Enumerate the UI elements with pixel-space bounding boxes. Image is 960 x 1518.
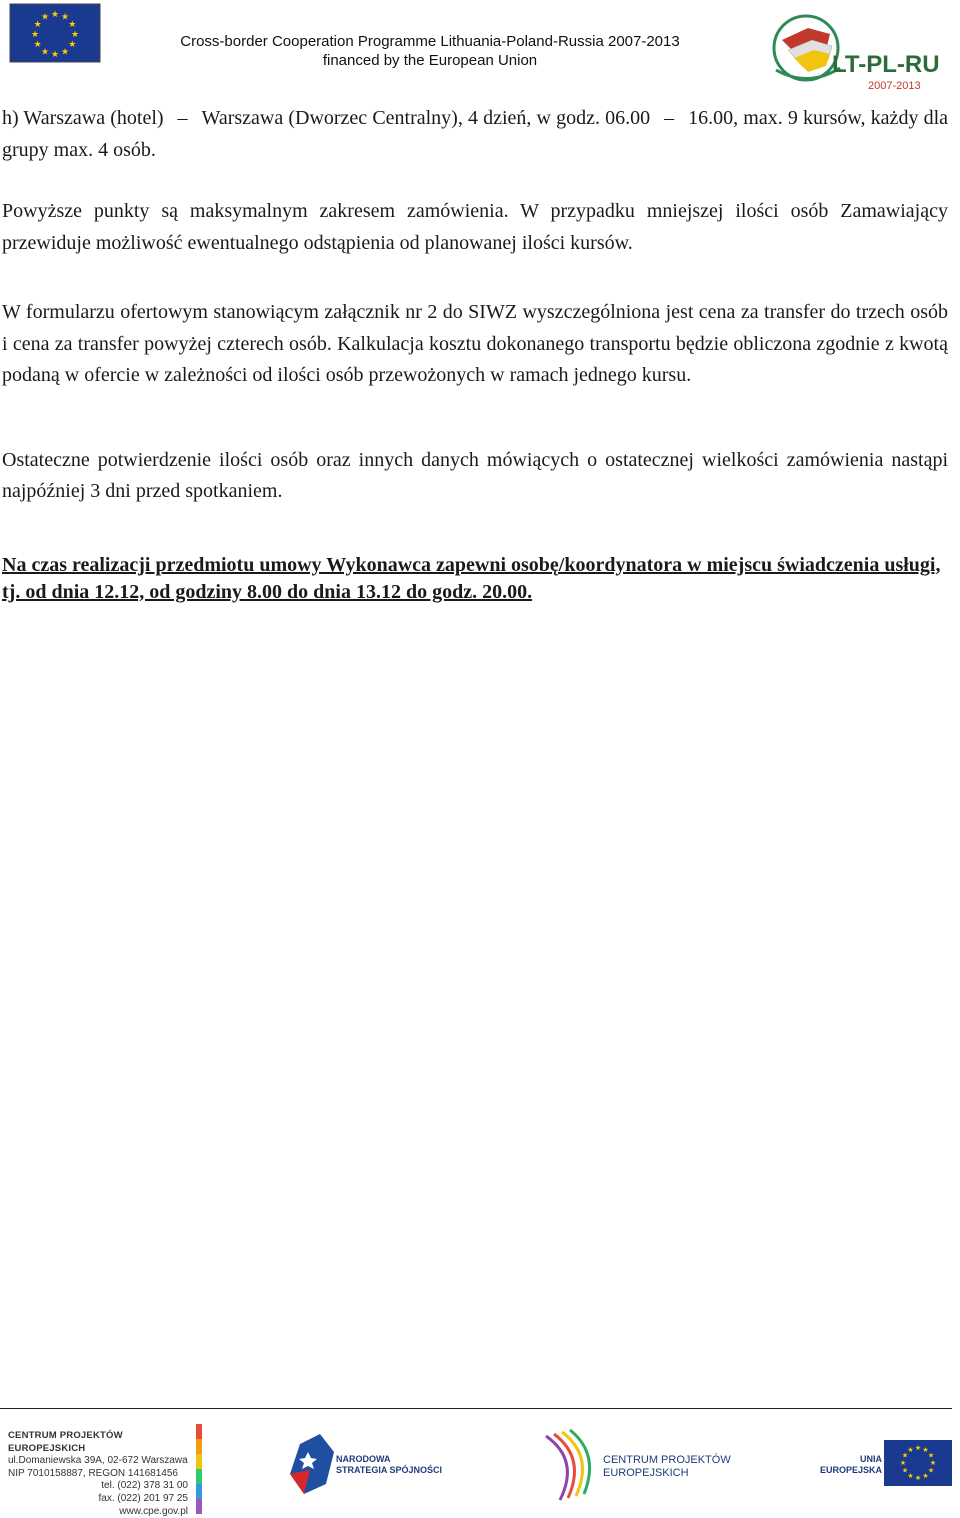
paragraph-confirmation: Ostateczne potwierdzenie ilości osób oraz innych danych mówiących o ostatecznej wielkości zamówienia nastąpi najpóźniej 3 dni przed spotkaniem. [2,448,948,502]
svg-text:★: ★ [68,20,77,30]
svg-text:★: ★ [40,47,50,58]
svg-text:★: ★ [914,1474,922,1482]
svg-text:★: ★ [914,1444,922,1452]
footer-divider [0,1408,952,1409]
svg-text:★: ★ [50,50,60,60]
paragraph-scope: Powyższe punkty są maksymalnym zakresem zamówienia. W przypadku mniejszej ilości osób Zamawiający przewiduje możliwość ewentualnego odstąpienia od planowanej ilości kursów. [2,200,948,254]
svg-text:★: ★ [33,20,42,30]
svg-text:★: ★ [68,40,77,50]
page-header [0,0,960,95]
cpe-title: CENTRUM PROJEKTÓW EUROPEJSKICH [8,1430,123,1454]
svg-text:★: ★ [929,1459,937,1467]
svg-text:★: ★ [907,1472,914,1480]
svg-text:★: ★ [922,1472,929,1480]
nss-logo-icon [290,1434,334,1496]
svg-text:★: ★ [50,10,60,20]
paragraph-coordinator: Na czas realizacji przedmiotu umowy Wykonawca zapewni osobę/koordynatora w miejscu świadczenia usługi, tj. od dnia 12.12, od godziny 8.00 do dnia 13.12 do godz. 20.00. [2,553,941,603]
cpe2-line2: EUROPEJSKICH [603,1467,689,1479]
cpe-contact-block [8,1430,188,1518]
dash-separator: – [664,107,675,129]
eu-flag-logo [10,4,100,62]
cpe2-line1: CENTRUM PROJEKTÓW [603,1454,731,1466]
paragraph-pricing: W formularzu ofertowym stanowiącym załącznik nr 2 do SIWZ wyszczególniona jest cena za transfer do trzech osób i cena za transfer powyżej czterech osób. Kalkulacja kosztu dokonanego transportu będzie obliczona zgodnie z kwotą podaną w ofercie w zależności od ilości osób przewożonych w ramach jednego kursu. [2,301,948,386]
svg-text:★: ★ [927,1466,935,1475]
route-h-origin: h) Warszawa (hotel) [2,107,164,129]
cpe-nip: NIP 7010158887, REGON 141681456 [8,1467,178,1479]
cpe-logo-icon [540,1430,600,1504]
svg-text:★: ★ [60,47,70,58]
svg-text:★: ★ [901,1451,909,1460]
lt-pl-ru-logo-years: 2007-2013 [868,80,921,92]
cpe-tel: tel. (022) 378 31 00 [101,1480,188,1492]
svg-text:★: ★ [70,30,80,40]
cpe-fax: fax. (022) 201 97 25 [98,1492,188,1504]
cpe-address: ul.Domaniewska 39A, 02-672 Warszawa [8,1455,188,1467]
color-stripe [196,1424,202,1514]
svg-text:★: ★ [899,1459,907,1467]
programme-header-text [130,32,730,70]
paragraph-route-h [2,103,948,166]
ue-label [820,1454,882,1476]
nss-label [336,1454,442,1476]
nss-line1: NARODOWA [336,1454,391,1464]
cpe-web: www.cpe.gov.pl [119,1505,188,1517]
programme-title: Cross-border Cooperation Programme Lithuania-Poland-Russia 2007-2013 [180,33,680,50]
page-footer [0,1412,960,1517]
lt-pl-ru-logo [768,10,940,92]
svg-text:★: ★ [60,12,70,23]
svg-text:★: ★ [40,12,50,23]
nss-line2: STRATEGIA SPÓJNOŚCI [336,1465,443,1475]
lt-pl-ru-logo-text: LT-PL-RU [832,51,940,78]
cpe-logo-label [603,1454,731,1480]
svg-text:★: ★ [927,1451,935,1460]
ue-line2: EUROPEJSKA [820,1465,883,1475]
svg-text:★: ★ [33,40,42,50]
dash-separator: – [177,107,188,129]
route-h-destination: Warszawa (Dworzec Centralny), 4 dzień, w godz. 06.00 [201,107,651,129]
svg-text:★: ★ [30,30,40,40]
ue-line1: UNIA [860,1454,883,1464]
route-h-details: 16.00, max. 9 kursów, każdy dla grupy max. 4 osób. [2,107,949,161]
svg-text:★: ★ [901,1466,909,1475]
programme-funding: financed by the European Union [322,52,538,69]
svg-text:★: ★ [907,1446,914,1454]
svg-text:★: ★ [922,1446,929,1454]
document-body [2,103,948,606]
ue-flag-logo [884,1440,952,1486]
